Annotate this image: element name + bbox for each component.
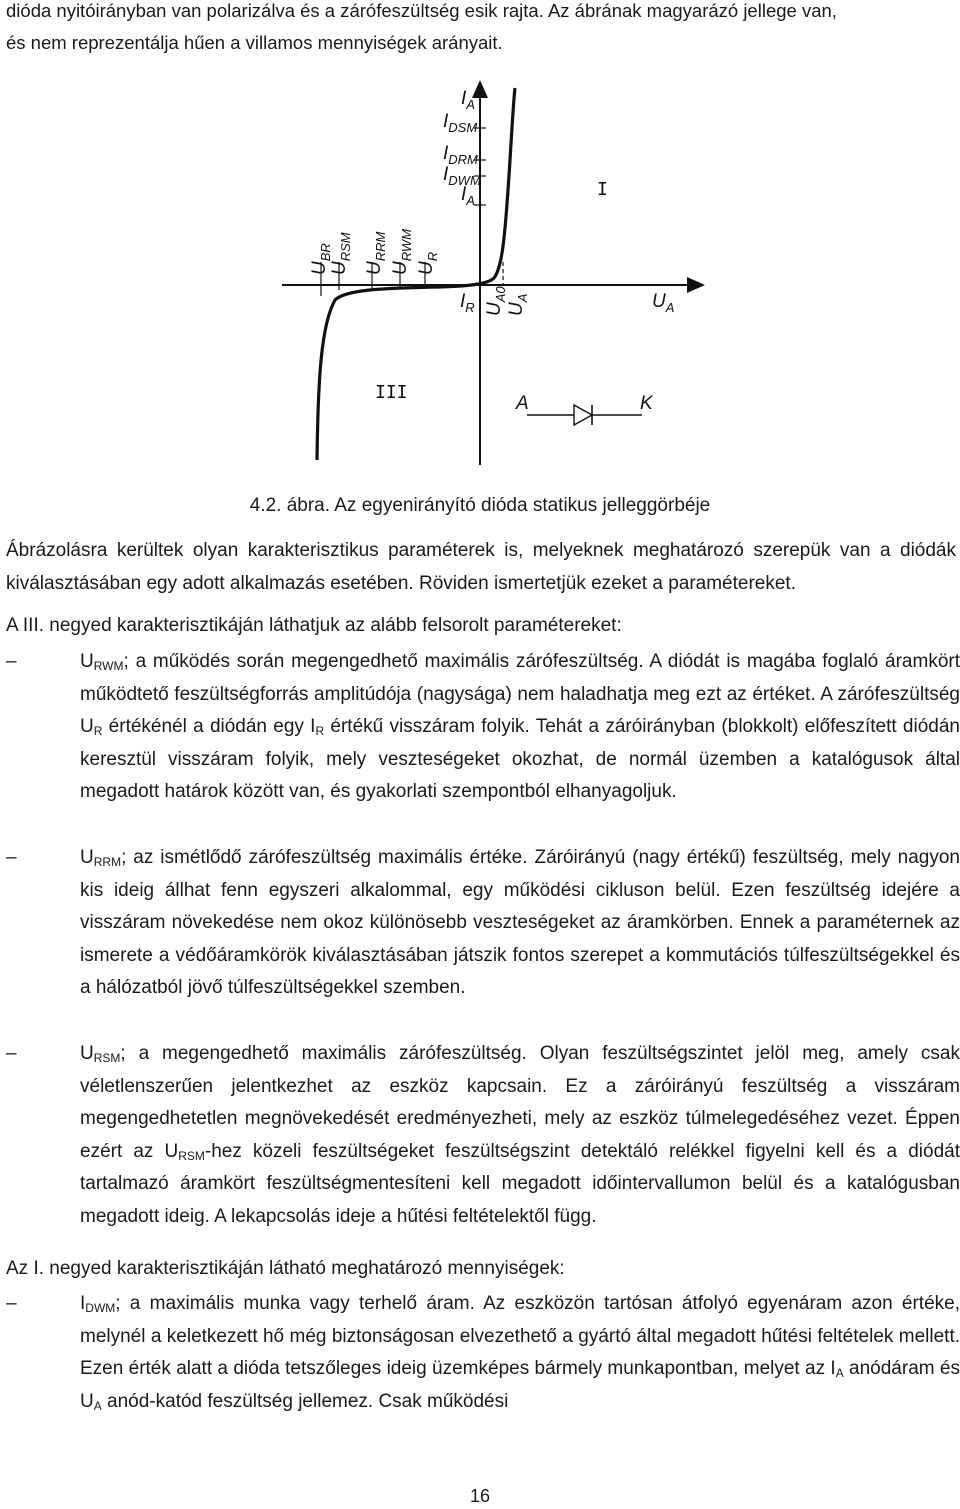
label-UR: $U_R$ xyxy=(416,251,440,275)
list-dash: – xyxy=(6,651,17,672)
label-IR: $I_R$ xyxy=(460,291,475,315)
label-URWM: $U_{RWM}$ xyxy=(390,229,414,275)
list-dash: – xyxy=(6,847,17,868)
anode-label: A xyxy=(516,393,529,414)
paragraph-1: Ábrázolásra kerültek olyan karakterisztikus paraméterek is, melyeknek meghatározó szerepük van a diódák kiválasztásában egy adott alkalmazás esetében. Röviden ismertetjük ezeket a paramétereket. xyxy=(6,540,956,594)
label-IDSM: $I_{DSM}$ xyxy=(443,111,478,135)
label-URRM: $U_{RRM}$ xyxy=(364,231,388,275)
list-dash: – xyxy=(6,1043,17,1064)
label-IDWM: $I_{DWM}$ xyxy=(443,164,481,188)
label-IDRM: $I_{DRM}$ xyxy=(443,143,478,167)
page-number: 16 xyxy=(469,1486,491,1506)
list-item-text: $U_{RWM}$; a működés során megengedhető maximális zárófeszültség. A diódát is magába foglaló áramkört működtető feszültségforrás amplitúdója (nagysága) nem haladhatja meg ezt az értéket. A zárófeszültség $U_R$ értékénél a diódán egy $I_R$ értékű visszáram folyik. Tehát a záróirányban (blokkolt) előfeszített diódán keresztül visszáram folyik, mely veszteségeket okozhat, de normál üzemben a katalógusok által megadott határok között van, és gyakorlati szempontból elhanyagoljuk. xyxy=(80,651,960,803)
list-item-text: $U_{RRM}$; az ismétlődő zárófeszültség maximális értéke. Záróirányú (nagy értékű) feszültség, mely nagyon kis ideig állhat fenn egyszeri alkalommal, egy működési cikluson belül. Ezen feszültség idejére a visszáram növekedése nem okoz különösebb veszteségeket az áramkörben. Ennek a paraméternek az ismerete a védőáramkörök kiválasztásában játszik fontos szerepet a kommutációs túlfeszültségekkel és a hálózatból jövő túlfeszültségekkel szemben. xyxy=(80,847,960,999)
label-UA-axis: $U_A$ xyxy=(652,291,675,315)
cathode-label: K xyxy=(640,393,653,414)
label-IA-bottom: $I_A$ xyxy=(461,184,475,208)
intro-line-2: és nem reprezentálja hűen a villamos mennyiségek arányait. xyxy=(6,32,503,53)
paragraph-2: A III. negyed karakterisztikáján láthatjuk az alább felsorolt paramétereket: xyxy=(6,615,622,636)
paragraph-3: Az I. negyed karakterisztikáján látható meghatározó mennyiségek: xyxy=(6,1258,565,1279)
label-IA-top: $I_A$ xyxy=(461,88,475,112)
figure-caption: 4.2. ábra. Az egyenirányító dióda statikus jelleggörbéje xyxy=(249,495,711,516)
list-dash: – xyxy=(6,1293,17,1314)
quadrant-III-label: III xyxy=(375,382,408,403)
label-URSM: $U_{RSM}$ xyxy=(329,232,353,275)
list-item-text: $U_{RSM}$; a megengedhető maximális zárófeszültség. Olyan feszültségszintet jelöl meg, amely csak véletlenszerűen jelentkezhet az eszköz kapcsain. Ez a záróirányú feszültség a visszáram megengedhetetlen megnövekedését eredményezheti, mely az eszköz túlmelegedéséhez vezet. Éppen ezért az $U_{RSM}$-hez közeli feszültségeket feszültségszint detektáló relékkel figyelni kell és a diódát tartalmazó áramkört feszültségmentesíteni kell megadott időintervallumon belül és a katalógusban megadott ideig. A lekapcsolás ideje a hűtési feltételektől függ. xyxy=(80,1043,960,1227)
label-UA0: $U_{A0}$ xyxy=(484,286,508,316)
intro-line-1: dióda nyitóirányban van polarizálva és a zárófeszültség esik rajta. Az ábrának magyarázó jellege van, xyxy=(6,0,837,21)
diode-symbol-icon xyxy=(527,405,642,425)
quadrant-I-label: I xyxy=(597,179,608,200)
label-UBR: $U_{BR}$ xyxy=(309,243,333,275)
list-item-text: $I_{DWM}$; a maximális munka vagy terhelő áram. Az eszközön tartósan átfolyó egyenáram azon értéke, melynél a keletkezett hő még biztonságosan elvezethető a gyártó által megadott hűtési feltételek mellett. Ezen érték alatt a dióda tetszőleges ideig üzemképes bármely munkapontban, melyet az $I_A$ anódáram és $U_A$ anód-katód feszültség jellemez. Csak működési xyxy=(80,1293,960,1413)
label-UA-small: $U_A$ xyxy=(506,293,530,316)
diode-characteristic-figure xyxy=(0,0,960,480)
